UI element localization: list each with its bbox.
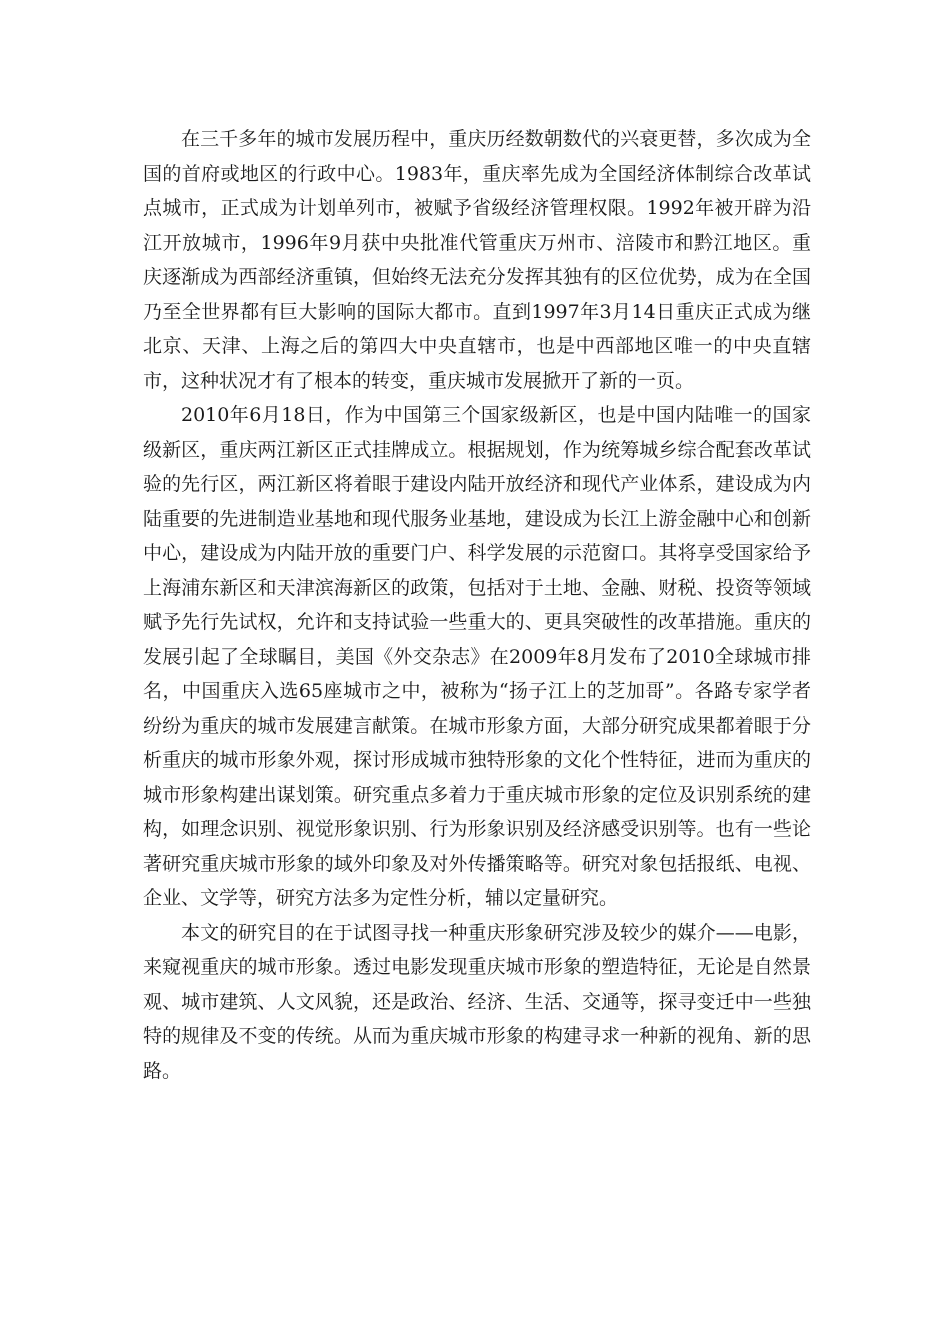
body-text xyxy=(143,122,811,1088)
paragraph-history: 在三千多年的城市发展历程中，重庆历经数朝数代的兴衰更替，多次成为全国的首府或地区的行政中心。1983年，重庆率先成为全国经济体制综合改革试点城市，正式成为计划单列市，被赋予省级经济管理权限。1992年被开辟为沿江开放城市，1996年9月获中央批准代管重庆万州市、涪陵市和黔江地区。重庆逐渐成为西部经济重镇，但始终无法充分发挥其独有的区位优势，成为在全国乃至全世界都有巨大影响的国际大都市。直到1997年3月14日重庆正式成为继北京、天津、上海之后的第四大中央直辖市，也是中西部地区唯一的中央直辖市，这种状况才有了根本的转变，重庆城市发展掀开了新的一页。 xyxy=(143,128,811,392)
paragraph-liangjiang-new-area: 2010年6月18日，作为中国第三个国家级新区，也是中国内陆唯一的国家级新区，重庆两江新区正式挂牌成立。根据规划，作为统筹城乡综合配套改革试验的先行区，两江新区将着眼于建设内陆开放经济和现代产业体系，建设成为内陆重要的先进制造业基地和现代服务业基地，建设成为长江上游金融中心和创新中心，建设成为内陆开放的重要门户、科学发展的示范窗口。其将享受国家给予上海浦东新区和天津滨海新区的政策，包括对于土地、金融、财税、投资等领域赋予先行先试权，允许和支持试验一些重大的、更具突破性的改革措施。重庆的发展引起了全球瞩目，美国《外交杂志》在2009年8月发布了2010全球城市排名，中国重庆入选65座城市之中，被称为“扬子江上的芝加哥”。各路专家学者纷纷为重庆的城市发展建言献策。在城市形象方面，大部分研究成果都着眼于分析重庆的城市形象外观，探讨形成城市独特形象的文化个性特征，进而为重庆的城市形象构建出谋划策。研究重点多着力于重庆城市形象的定位及识别系统的建构，如理念识别、视觉形象识别、行为形象识别及经济感受识别等。也有一些论著研究重庆城市形象的域外印象及对外传播策略等。研究对象包括报纸、电视、企业、文学等，研究方法多为定性分析，辅以定量研究。 xyxy=(143,404,811,909)
paragraph-research-purpose: 本文的研究目的在于试图寻找一种重庆形象研究涉及较少的媒介——电影，来窥视重庆的城市形象。透过电影发现重庆城市形象的塑造特征，无论是自然景观、城市建筑、人文风貌，还是政治、经济、生活、交通等，探寻变迁中一些独特的规律及不变的传统。从而为重庆城市形象的构建寻求一种新的视角、新的思路。 xyxy=(143,921,811,1082)
